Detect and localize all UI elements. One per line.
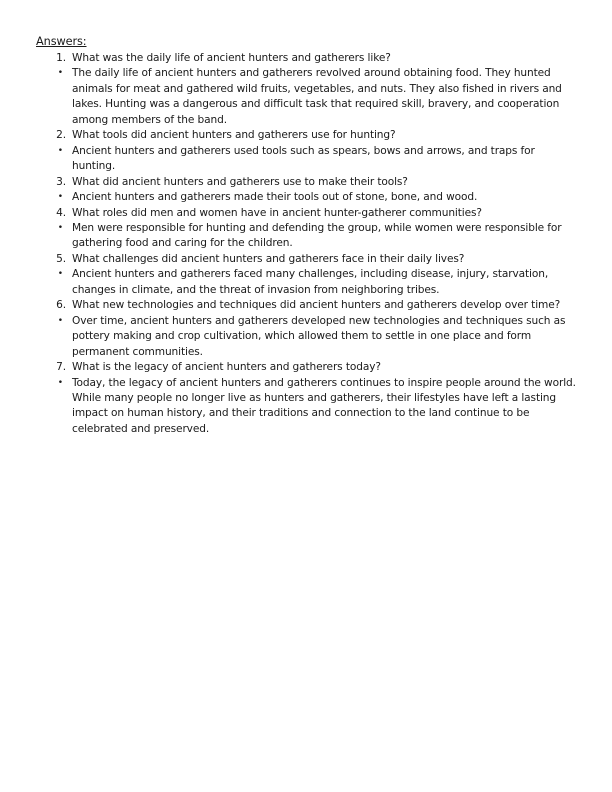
bullet-icon: •	[57, 315, 63, 326]
question-number: 2.	[56, 129, 66, 142]
question-number: 5.	[56, 252, 66, 265]
question-item	[36, 298, 581, 313]
answer-text: Ancient hunters and gatherers made their tools out of stone, bone, and wood.	[72, 191, 478, 204]
bullet-icon: •	[57, 145, 63, 156]
bullet-icon: •	[57, 269, 63, 280]
question-text: What new technologies and techniques did ancient hunters and gatherers develop over time?	[72, 299, 561, 312]
answer-item	[36, 376, 581, 438]
question-item	[36, 128, 581, 143]
question-number: 3.	[56, 175, 66, 188]
answer-item	[36, 221, 581, 252]
question-number: 7.	[56, 361, 66, 374]
question-number: 4.	[56, 206, 66, 219]
question-item	[36, 206, 581, 221]
answer-text: Today, the legacy of ancient hunters and gatherers continues to inspire people around the world. While many people no longer live as hunters and gatherers, their lifestyles have left a lasting impact on human history, and their traditions and connection to the land continue to be celebrated and preserved.	[72, 376, 576, 435]
question-item	[36, 360, 581, 375]
answer-item	[36, 190, 581, 205]
question-text: What did ancient hunters and gatherers use to make their tools?	[72, 175, 408, 188]
answer-text: Men were responsible for hunting and defending the group, while women were responsible for gathering food and caring for the children.	[72, 221, 562, 250]
question-text: What was the daily life of ancient hunters and gatherers like?	[72, 52, 391, 64]
question-number: 6.	[56, 299, 66, 312]
answer-item	[36, 144, 581, 175]
question-number: 1.	[56, 52, 66, 64]
answer-text: The daily life of ancient hunters and gatherers revolved around obtaining food. They hunted animals for meat and gathered wild fruits, vegetables, and nuts. They also fished in rivers and lakes. Hunting was a dangerous and difficult task that required skill, bravery, and cooperation among members of the band.	[72, 67, 562, 126]
question-text: What tools did ancient hunters and gatherers use for hunting?	[72, 129, 396, 142]
answer-item	[36, 314, 581, 360]
answer-text: Ancient hunters and gatherers used tools such as spears, bows and arrows, and traps for hunting.	[72, 144, 535, 173]
bullet-icon: •	[57, 222, 63, 233]
answer-item	[36, 267, 581, 298]
answers-heading: Answers:	[36, 35, 87, 48]
answer-item	[36, 66, 581, 128]
question-item	[36, 252, 581, 267]
question-item	[36, 51, 581, 66]
question-text: What roles did men and women have in ancient hunter-gatherer communities?	[72, 206, 482, 219]
bullet-icon: •	[57, 377, 63, 388]
answer-text: Ancient hunters and gatherers faced many challenges, including disease, injury, starvation, changes in climate, and the threat of invasion from neighboring tribes.	[72, 268, 549, 296]
bullet-icon: •	[57, 192, 63, 203]
question-text: What challenges did ancient hunters and gatherers face in their daily lives?	[72, 252, 465, 265]
answer-text: Over time, ancient hunters and gatherers developed new technologies and techniques such as pottery making and crop cultivation, which allowed them to settle in one place and form permanent communities.	[72, 314, 566, 358]
answers-list	[36, 51, 581, 437]
question-text: What is the legacy of ancient hunters and gatherers today?	[72, 361, 381, 374]
bullet-icon: •	[57, 68, 63, 79]
question-item	[36, 175, 581, 190]
